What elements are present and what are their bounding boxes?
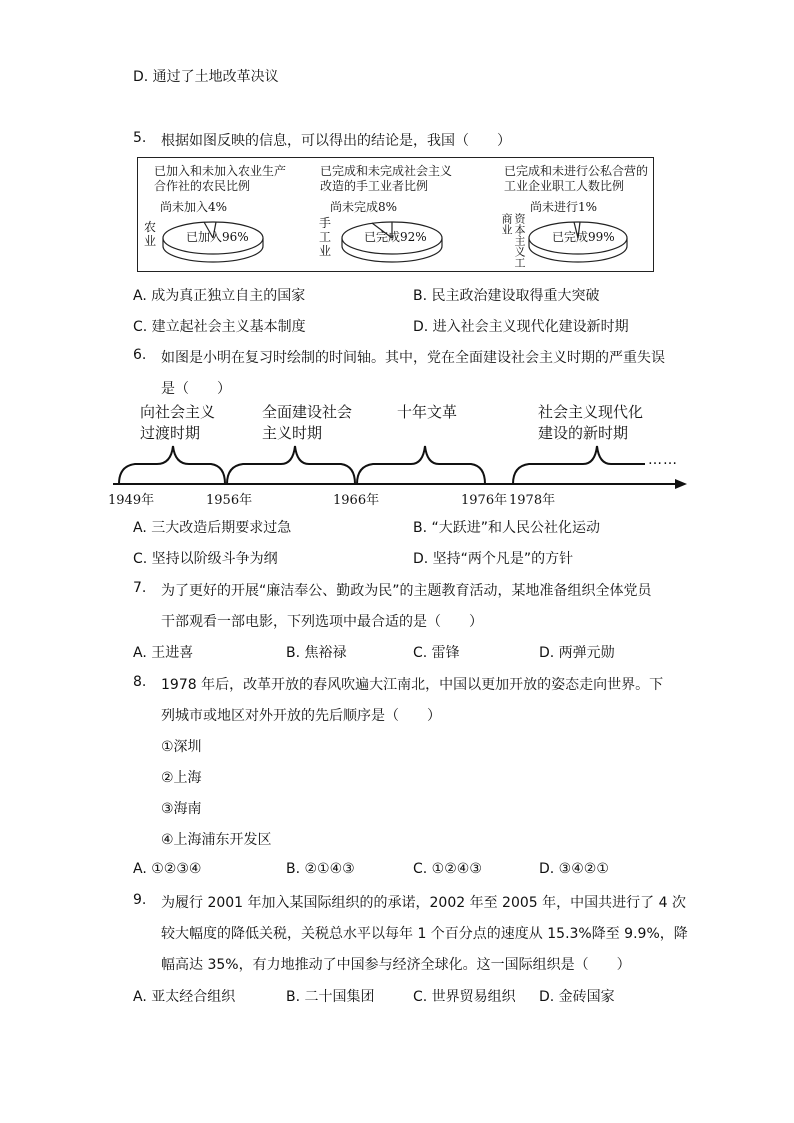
q5-option-a: A. 成为真正独立自主的国家 [133, 288, 306, 304]
year-label: 1956年 [206, 493, 253, 508]
big-slice-label: 已完成99% [552, 230, 615, 244]
year-label: 1976年 [461, 493, 508, 508]
q5-option-b: B. 民主政治建设取得重大突破 [413, 288, 600, 304]
chart-title-line1: 已加入和未加入农业生产 [154, 164, 287, 178]
q7-number: 7. [133, 580, 147, 596]
q7-option-c: C. 雷锋 [413, 645, 460, 661]
q6-option-d: D. 坚持“两个凡是”的方针 [413, 551, 574, 567]
chart-title-line2: 工业企业职工人数比例 [504, 179, 625, 193]
q5-option-d: D. 进入社会主义现代化建设新时期 [413, 319, 629, 335]
timeline-axis [105, 440, 690, 492]
chart-title-line1: 已完成和未完成社会主义 [320, 164, 453, 178]
q8-stem-line1: 1978 年后，改革开放的春风吹遍大江南北，中国以更加开放的姿态走向世界。下 [161, 677, 664, 693]
q9-option-b: B. 二十国集团 [286, 989, 375, 1005]
q6-option-a: A. 三大改造后期要求过急 [133, 520, 292, 536]
q5-number: 5. [133, 130, 147, 146]
side-label: 农业 [144, 220, 157, 248]
q8-item: ④上海浦东开发区 [161, 832, 272, 848]
q8-item: ①深圳 [161, 739, 202, 755]
year-label: 1949年 [108, 493, 155, 508]
year-label: 1978年 [509, 493, 556, 508]
small-slice-label: 尚未完成8% [330, 200, 398, 214]
small-slice-label: 尚未进行1% [530, 200, 598, 214]
chart-title-line1: 已完成和未进行公私合营的 [504, 164, 649, 178]
q8-option-a: A. ①②③④ [133, 861, 202, 877]
q6-number: 6. [133, 347, 147, 363]
q9-number: 9. [133, 892, 147, 908]
side-label: 手工业 [319, 216, 332, 258]
q8-item: ③海南 [161, 801, 202, 817]
q7-option-d: D. 两弹元勋 [539, 645, 615, 661]
q8-item: ②上海 [161, 770, 202, 786]
q6-stem-line1: 如图是小明在复习时绘制的时间轴。其中，党在全面建设社会主义时期的严重失误 [161, 350, 665, 366]
period-label: 全面建设社会 主义时期 [262, 403, 353, 442]
side-label: 资本主义工商业 [500, 213, 526, 268]
year-label: 1966年 [333, 493, 380, 508]
q5-option-c: C. 建立起社会主义基本制度 [133, 319, 306, 335]
q8-option-b: B. ②①④③ [286, 861, 355, 877]
chart-title-line2: 改造的手工业者比例 [320, 179, 429, 193]
q8-option-c: C. ①②④③ [413, 861, 482, 877]
q6-option-b: B. “大跃进”和人民公社化运动 [413, 520, 601, 536]
q7-stem-line2: 干部观看一部电影，下列选项中最合适的是（ ） [161, 614, 483, 630]
period-label: 向社会主义 过渡时期 [140, 403, 216, 442]
period-label: 社会主义现代化 建设的新时期 [538, 403, 644, 442]
q5-figure [137, 157, 654, 272]
q6-option-c: C. 坚持以阶级斗争为纲 [133, 551, 278, 567]
period-label: 十年文革 [397, 403, 458, 421]
big-slice-label: 已完成92% [364, 230, 427, 244]
q7-option-b: B. 焦裕禄 [286, 645, 347, 661]
q9-option-a: A. 亚太经合组织 [133, 989, 236, 1005]
q8-number: 8. [133, 674, 147, 690]
q4-option-d: D. 通过了土地改革决议 [133, 69, 279, 85]
q5-stem: 根据如图反映的信息，可以得出的结论是，我国（ ） [161, 133, 511, 149]
big-slice-label: 已加入96% [186, 230, 249, 244]
small-slice-label: 尚未加入4% [160, 200, 228, 214]
q6-stem-line2: 是（ ） [161, 381, 231, 397]
chart-title-line2: 合作社的农民比例 [154, 179, 251, 193]
q9-option-c: C. 世界贸易组织 [413, 989, 516, 1005]
q8-stem-line2: 列城市或地区对外开放的先后顺序是（ ） [161, 708, 441, 724]
q9-stem-line1: 为履行 2001 年加入某国际组织的的承诺，2002 年至 2005 年，中国共进行了 4 次 [161, 895, 686, 911]
q7-option-a: A. 王进喜 [133, 645, 194, 661]
q9-option-d: D. 金砖国家 [539, 989, 615, 1005]
q8-option-d: D. ③④②① [539, 861, 609, 877]
q9-stem-line2: 较大幅度的降低关税，关税总水平以每年 1 个百分点的速度从 15.3%降至 9.9%，降 [161, 926, 688, 942]
q7-stem-line1: 为了更好的开展“廉洁奉公、勤政为民”的主题教育活动，某地准备组织全体党员 [161, 583, 652, 599]
timeline-ellipsis: …… [648, 452, 678, 468]
q9-stem-line3: 幅高达 35%，有力地推动了中国参与经济全球化。这一国际组织是（ ） [161, 957, 631, 973]
